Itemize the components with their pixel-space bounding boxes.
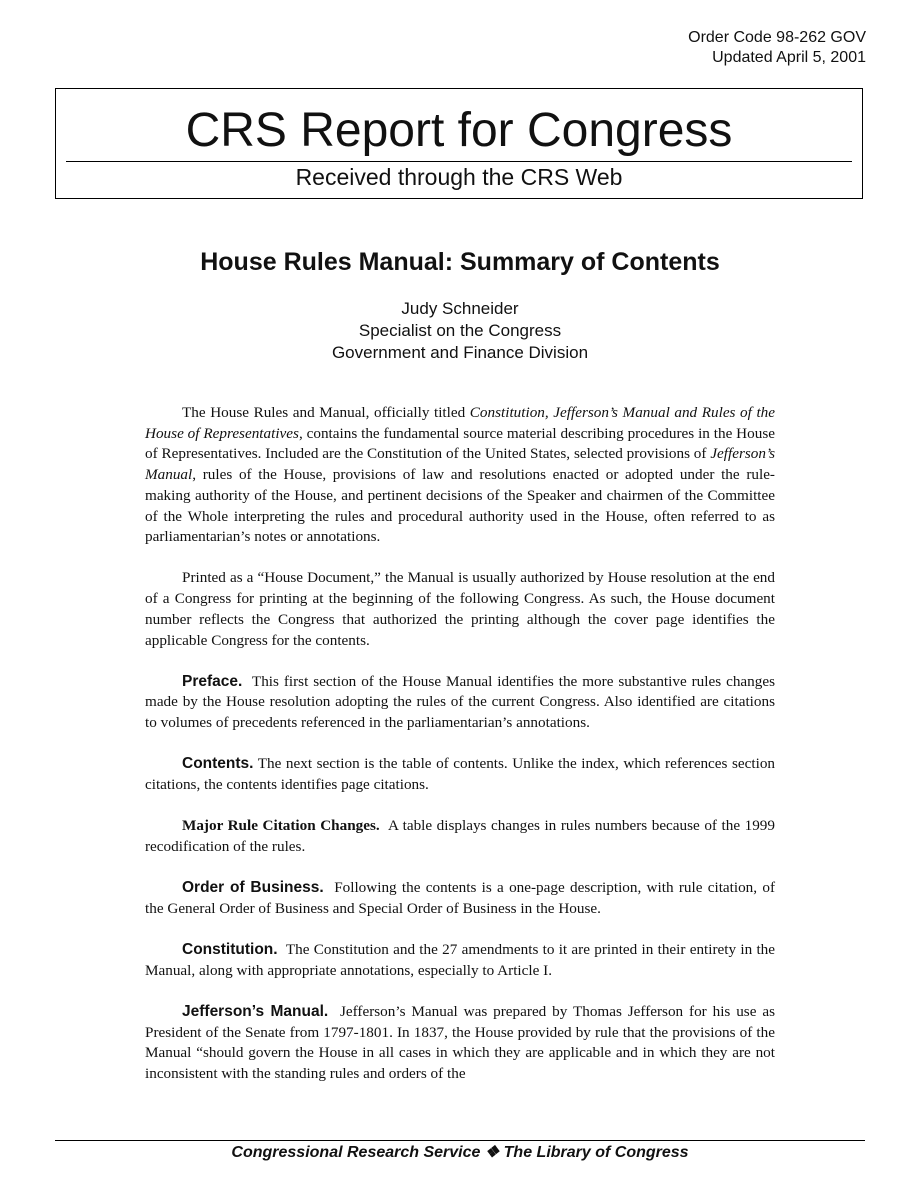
constitution-paragraph [145, 940, 775, 981]
order-code: Order Code 98-262 GOV [688, 29, 866, 46]
preface-text: This first section of the House Manual identifies the more substantive rules changes made by the House resolution adopting the rules of the current Congress. Also identified are citations to volumes of precedents referenced in the parliamentarian’s annotations. [145, 672, 775, 732]
constitution-heading: Constitution. [182, 941, 278, 959]
order-code-block [688, 28, 866, 68]
updated-date: Updated April 5, 2001 [712, 49, 866, 66]
author-block [0, 298, 920, 364]
constitution-text: The Constitution and the 27 amendments to it are printed in their entirety in the Manual, along with appropriate annotations, especially to Article I. [145, 941, 776, 979]
jefferson-text: Jefferson’s Manual was prepared by Thomas Jefferson for his use as President of the Senate from 1797-1801. In 1837, the House provided by rule that the provisions of the Manual “should govern the House in all cases in which they are applicable and in which they are not inconsistent with the standing rules and orders of the [145, 1002, 775, 1083]
order-of-business-paragraph [145, 878, 775, 919]
page-footer: Congressional Research Service ❖ The Library of Congress [231, 1144, 689, 1161]
jefferson-heading: Jefferson’s Manual. [182, 1002, 329, 1020]
contents-paragraph [145, 754, 775, 795]
preface-heading: Preface. [182, 672, 243, 690]
house-document-paragraph: Printed as a “House Document,” the Manual is usually authorized by House resolution at the end of a Congress for printing at the beginning of the following Congress. As such, the House document number reflects the Congress that authorized the printing although the cover page identifies the applicable Congress for the contents. [145, 569, 775, 649]
footer-divider [55, 1140, 865, 1141]
intro-text-1: The House Rules and Manual, officially titled [182, 404, 470, 421]
intro-text-2: , contains the fundamental source material describing procedures in the House of Representatives. Included are the Constitution of the United States, selected provisions of [145, 424, 775, 463]
intro-text-3: , rules of the House, provisions of law and resolutions enacted or adopted under the rule-making authority of the House, and pertinent decisions of the Speaker and chairmen of the Committee of the Whole interpreting the rules and procedural authority used in the House, often referred to as parliamentarian’s notes or annotations. [145, 466, 775, 546]
intro-manual-italic: Jefferson’s Manual [145, 445, 775, 484]
banner-title: CRS Report for Congress [185, 104, 733, 157]
major-rule-heading: Major Rule Citation Changes. [182, 817, 380, 835]
document-title: House Rules Manual: Summary of Contents [200, 248, 720, 276]
author-role: Specialist on the Congress [358, 321, 562, 340]
preface-paragraph [145, 672, 775, 734]
report-banner [55, 88, 863, 199]
contents-heading: Contents. [182, 755, 254, 773]
document-body [145, 403, 775, 1105]
major-rule-paragraph [145, 816, 775, 857]
banner-subtitle: Received through the CRS Web [295, 164, 623, 190]
order-of-business-text: Following the contents is a one-page description, with rule citation, of the General Order of Business and Special Order of Business in the House. [145, 879, 776, 917]
author-division: Government and Finance Division [331, 343, 589, 362]
author-name: Judy Schneider [401, 299, 519, 318]
banner-divider [66, 161, 852, 162]
major-rule-text: A table displays changes in rules numbers because of the 1999 recodification of the rules. [145, 817, 775, 855]
intro-paragraph [145, 403, 775, 548]
contents-text: The next section is the table of contents. Unlike the index, which references section citations, the contents identifies page citations. [145, 755, 776, 794]
jefferson-paragraph [145, 1002, 775, 1085]
intro-title-italic: Constitution, Jefferson’s Manual and Rules of the House of Representatives [145, 404, 775, 442]
order-of-business-heading: Order of Business. [182, 879, 324, 897]
